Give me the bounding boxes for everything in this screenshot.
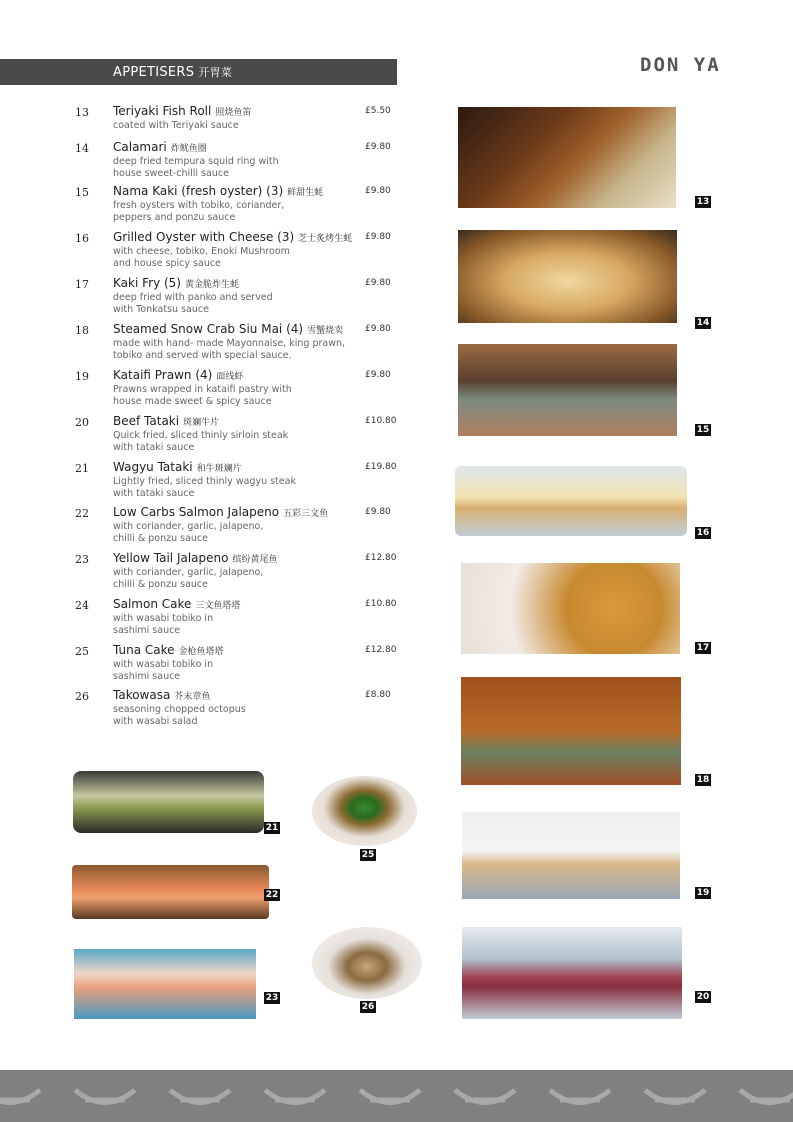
- section-title-en: APPETISERS: [113, 65, 195, 80]
- item-description: Prawns wrapped in kataifi pastry with house made sweet & spicy sauce: [113, 384, 292, 407]
- item-name-zh: 芥末章鱼: [174, 692, 211, 702]
- footer-bowl-motif-pattern: [0, 1070, 793, 1122]
- item-description: seasoning chopped octopus with wasabi salad: [113, 704, 246, 727]
- item-description: Lightly fried, sliced thinly wagyu steak with tataki sauce: [113, 476, 296, 499]
- item-number: 20: [75, 416, 89, 429]
- item-description: with cheese, tobiko, Enoki Mushroom and house spicy sauce: [113, 246, 290, 269]
- item-description: with coriander, garlic, jalapeno, chilli & ponzu sauce: [113, 567, 264, 590]
- section-title-zh: 开胃菜: [198, 66, 233, 79]
- takowasa-photo: [312, 927, 422, 999]
- item-number: 15: [75, 186, 89, 199]
- item-description: with wasabi tobiko in sashimi sauce: [113, 613, 214, 636]
- item-number: 17: [75, 278, 89, 291]
- salmon-jalapeno-photo: [72, 865, 269, 919]
- item-number: 23: [75, 553, 89, 566]
- salmon-cake-photo: [312, 776, 417, 846]
- teriyaki-fish-roll-photo: [458, 107, 676, 208]
- item-price: £9.80: [365, 142, 391, 152]
- item-name: [113, 368, 243, 382]
- item-name: [113, 184, 323, 198]
- item-description: deep fried tempura squid ring with house sweet-chilli sauce: [113, 156, 279, 179]
- item-description: with wasabi tobiko in sashimi sauce: [113, 659, 214, 682]
- item-name-en: Grilled Oyster with Cheese (3): [113, 230, 295, 244]
- calamari-photo: [458, 230, 677, 323]
- item-name-zh: 鲜甜生蚝: [287, 188, 324, 198]
- item-name-en: Teriyaki Fish Roll: [113, 104, 212, 118]
- item-number: 24: [75, 599, 89, 612]
- section-header-bar: [0, 59, 397, 85]
- fresh-oyster-photo: [458, 344, 677, 436]
- photo-number-badge: 17: [696, 643, 710, 653]
- item-name-en: Kaki Fry (5): [113, 276, 181, 290]
- item-description: coated with Teriyaki sauce: [113, 120, 239, 131]
- item-name-en: Steamed Snow Crab Siu Mai (4): [113, 322, 304, 336]
- item-name-zh: 黄金脆炸生蚝: [185, 280, 240, 290]
- snow-crab-siu-mai-photo: [461, 677, 681, 785]
- item-number: 26: [75, 690, 89, 703]
- item-price: £9.80: [365, 370, 391, 380]
- item-price: £19.80: [365, 462, 397, 472]
- item-name: [113, 414, 219, 428]
- photo-number-badge: 23: [265, 993, 279, 1003]
- wagyu-tataki-photo: [73, 771, 264, 833]
- photo-number-badge: 13: [696, 197, 710, 207]
- item-name-zh: 照烧鱼笛: [215, 108, 252, 118]
- item-price: £9.80: [365, 186, 391, 196]
- item-name-zh: 五彩三文鱼: [283, 509, 329, 519]
- item-name-en: Salmon Cake: [113, 597, 192, 611]
- item-price: £9.80: [365, 232, 391, 242]
- photo-number-badge: 25: [361, 850, 375, 860]
- photo-number-badge: 14: [696, 318, 710, 328]
- photo-number-badge: 20: [696, 992, 710, 1002]
- item-number: 18: [75, 324, 89, 337]
- item-name: [113, 551, 277, 565]
- item-name: [113, 688, 210, 702]
- photo-number-badge: 22: [265, 890, 279, 900]
- item-number: 19: [75, 370, 89, 383]
- item-name-en: Yellow Tail Jalapeno: [113, 551, 229, 565]
- photo-number-badge: 18: [696, 775, 710, 785]
- item-name-en: Low Carbs Salmon Jalapeno: [113, 505, 280, 519]
- yellow-tail-jalapeno-photo: [74, 949, 256, 1019]
- item-name: [113, 140, 207, 154]
- item-name-zh: 缤纷黄尾鱼: [232, 555, 278, 565]
- item-description: fresh oysters with tobiko, coriander, peppers and ponzu sauce: [113, 200, 285, 223]
- photo-number-badge: 19: [696, 888, 710, 898]
- item-price: £9.80: [365, 324, 391, 334]
- item-number: 25: [75, 645, 89, 658]
- item-number: 14: [75, 142, 89, 155]
- item-name-zh: 斑斓牛片: [183, 418, 220, 428]
- item-number: 13: [75, 106, 89, 119]
- item-price: £8.80: [365, 690, 391, 700]
- item-name-zh: 芝士炙烤生蚝: [298, 234, 353, 244]
- item-number: 16: [75, 232, 89, 245]
- item-number: 22: [75, 507, 89, 520]
- photo-number-badge: 21: [265, 823, 279, 833]
- section-title: [113, 64, 232, 80]
- item-name-en: Wagyu Tataki: [113, 460, 193, 474]
- item-name-en: Beef Tataki: [113, 414, 180, 428]
- item-name-zh: 和牛斑斓片: [196, 464, 242, 474]
- item-description: deep fried with panko and served with Tonkatsu sauce: [113, 292, 273, 315]
- item-name: [113, 597, 240, 611]
- brand-logo: DON YA: [640, 54, 721, 76]
- item-price: £10.80: [365, 416, 397, 426]
- item-name: [113, 643, 224, 657]
- item-price: £9.80: [365, 278, 391, 288]
- item-name: [113, 104, 251, 118]
- item-name-en: Nama Kaki (fresh oyster) (3): [113, 184, 284, 198]
- item-name-zh: 雪蟹烧卖: [307, 326, 344, 336]
- item-name-zh: 三文鱼塔塔: [195, 601, 241, 611]
- grilled-oyster-photo: [455, 466, 687, 536]
- item-name: [113, 460, 242, 474]
- item-name-en: Kataifi Prawn (4): [113, 368, 213, 382]
- item-name-zh: 金枪鱼塔塔: [178, 647, 224, 657]
- kaki-fry-photo: [461, 563, 680, 654]
- beef-tataki-photo: [462, 927, 682, 1019]
- item-price: £12.80: [365, 645, 397, 655]
- item-name-en: Calamari: [113, 140, 167, 154]
- photo-number-badge: 16: [696, 528, 710, 538]
- photo-number-badge: 15: [696, 425, 710, 435]
- item-name-zh: 炸鱿鱼圈: [170, 144, 207, 154]
- item-description: made with hand- made Mayonnaise, king prawn, tobiko and served with special sauce.: [113, 338, 346, 361]
- item-name: [113, 230, 352, 244]
- item-name-en: Tuna Cake: [113, 643, 175, 657]
- item-name-en: Takowasa: [113, 688, 171, 702]
- kataifi-prawn-photo: [462, 812, 680, 899]
- item-price: £10.80: [365, 599, 397, 609]
- item-name: [113, 505, 328, 519]
- item-price: £5.50: [365, 106, 391, 116]
- footer-pattern-band: [0, 1070, 793, 1122]
- item-price: £12.80: [365, 553, 397, 563]
- item-name-zh: 面线虾: [216, 372, 244, 382]
- item-description: Quick fried, sliced thinly sirloin steak with tataki sauce: [113, 430, 289, 453]
- item-name: [113, 322, 343, 336]
- photo-number-badge: 26: [361, 1002, 375, 1012]
- item-description: with coriander, garlic, jalapeno, chilli & ponzu sauce: [113, 521, 264, 544]
- item-number: 21: [75, 462, 89, 475]
- item-name: [113, 276, 239, 290]
- item-price: £9.80: [365, 507, 391, 517]
